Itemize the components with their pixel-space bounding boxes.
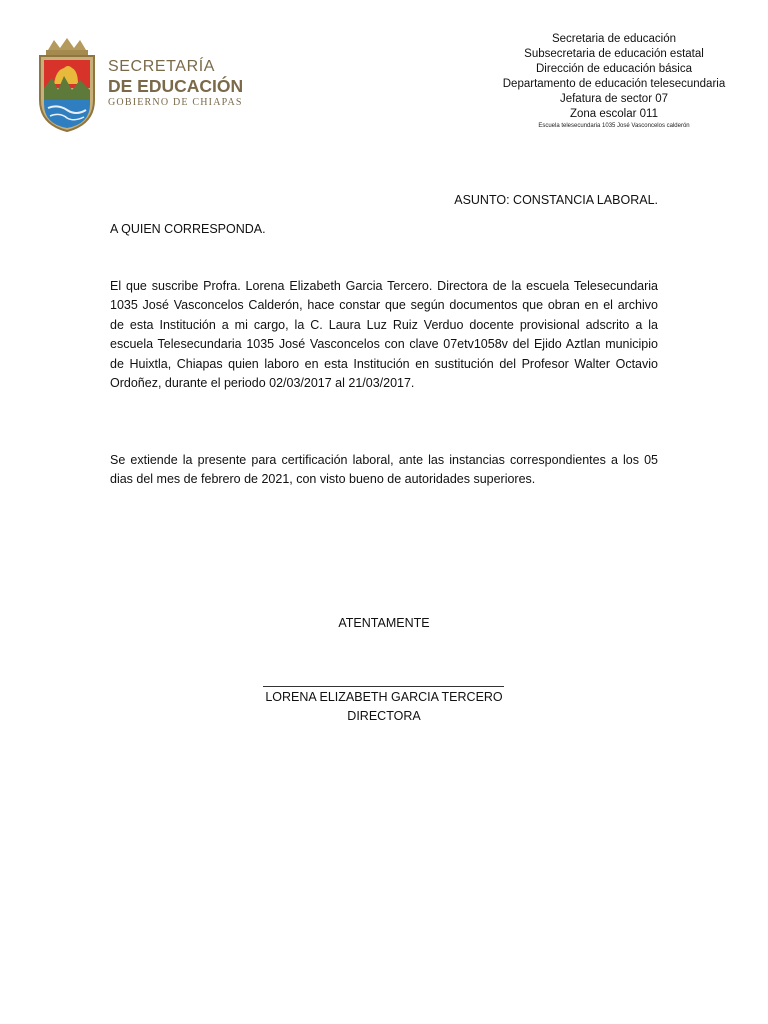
subject-line: ASUNTO: CONSTANCIA LABORAL. (454, 193, 658, 207)
logo-line-secretaria: SECRETARÍA (108, 58, 216, 75)
header-line: Subsecretaria de educación estatal (524, 48, 704, 60)
salutation: A QUIEN CORRESPONDA. (110, 222, 266, 236)
logo-line-gobierno: GOBIERNO DE CHIAPAS (108, 97, 243, 108)
body-paragraph-2: Se extiende la presente para certificación laboral, ante las instancias correspondientes a los 05 dias del mes de febrero de 2021, con visto bueno de autoridades superiores. (110, 453, 658, 487)
closing-regards: ATENTAMENTE (338, 616, 430, 630)
logo-line-de-educacion: DE EDUCACIÓN (108, 76, 244, 96)
header-line: Secretaria de educación (551, 33, 677, 45)
header-line: Departamento de educación telesecundaria (502, 78, 726, 90)
signer-name: LORENA ELIZABETH GARCIA TERCERO (265, 690, 503, 704)
header-school-name: Escuela telesecundaria 1035 José Vasconcelos calderón (538, 123, 690, 129)
header-line: Zona escolar 011 (569, 108, 658, 120)
signer-role: DIRECTORA (347, 709, 421, 723)
header-line: Dirección de educación básica (536, 63, 692, 75)
body-paragraph-1: El que suscribe Profra. Lorena Elizabeth Garcia Tercero. Directora de la escuela Telesecundaria 1035 José Vasconcelos Calderón, hace constar que según documentos que obran en el archivo de esta Institución a mi cargo, la C. Laura Luz Ruiz Verduo docente provisional adscrito a la escuela Telesecundaria 1035 José Vasconcelos con clave 07etv1058v del Ejido Aztlan municipio de Huixtla, Chiapas quien laboro en esta Institución en sustitución del Profesor Walter Octavio Ordoñez, durante el periodo 02/03/2017 al 21/03/2017. (110, 279, 658, 391)
institution-header (480, 32, 748, 131)
signature-line (263, 686, 504, 687)
header-line: Jefatura de sector 07 (559, 93, 669, 105)
secretaria-logo (34, 38, 249, 132)
chiapas-coat-of-arms-icon (34, 38, 100, 132)
